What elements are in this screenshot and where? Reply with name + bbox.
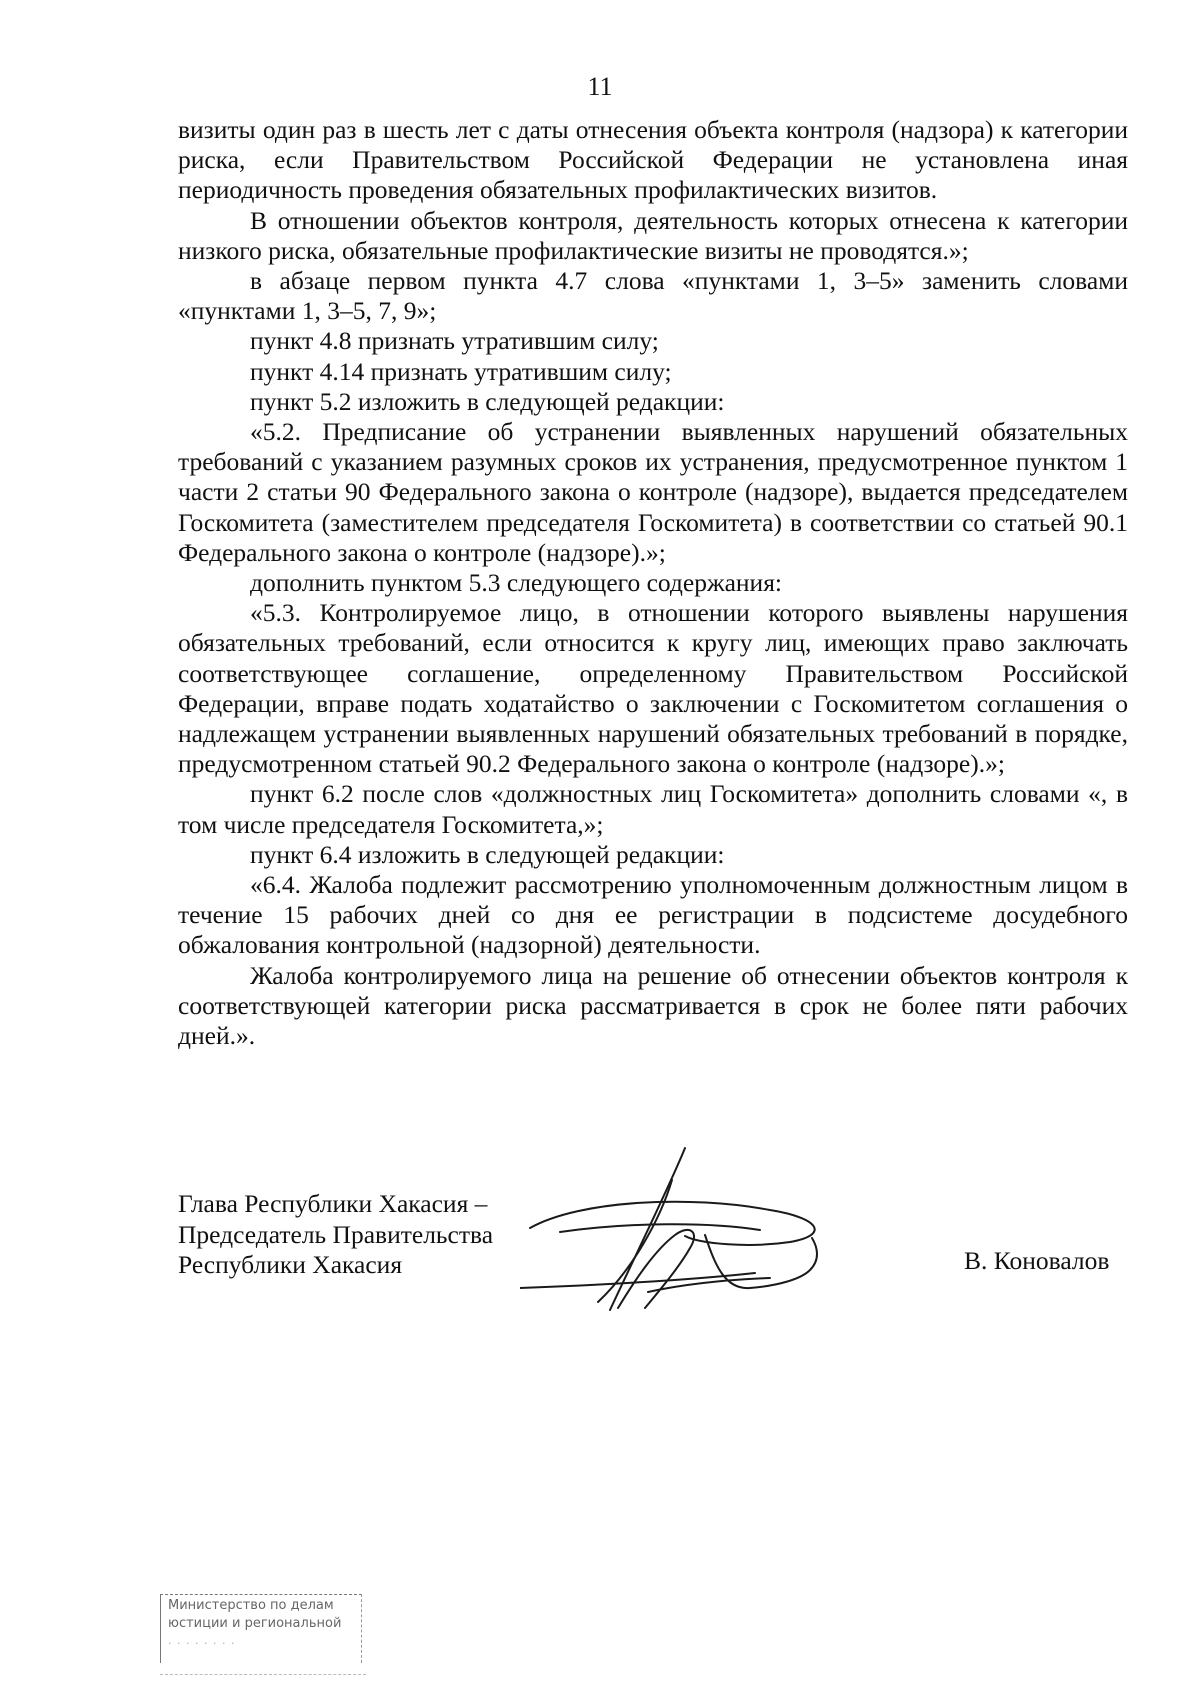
handwritten-signature [520, 1140, 910, 1320]
paragraph: дополнить пунктом 5.3 следующего содержания: [250, 568, 783, 598]
stamp-faded-text: · · · · · · · · [168, 1637, 236, 1650]
registration-stamp [158, 1592, 366, 1682]
paragraph: пункт 6.4 изложить в следующей редакции: [250, 839, 725, 869]
stamp-divider [160, 1674, 366, 1675]
paragraph: пункт 4.14 признать утратившим силу; [250, 356, 672, 386]
signatory-title [178, 1189, 493, 1281]
paragraph: «5.3. Контролируемое лицо, в отношении которого выявлены нарушения обязательных требований, если относится к кругу лиц, имеющих право заключать соответствующее соглашение, определенному Правительством Российской Федерации, вправе подать ходатайство о заключении с Госкомитетом соглашения о надлежащем устранении выявленных нарушений обязательных требований в порядке, предусмотренном статьей 90.2 Федерального закона о контроле (надзоре).»; [178, 598, 1128, 779]
stamp-text-line: юстиции и региональной [168, 1616, 342, 1631]
paragraph: «5.2. Предписание об устранении выявленных нарушений обязательных требований с указанием разумных сроков их устранения, предусмотренное пунктом 1 части 2 статьи 90 Федерального закона о контроле (надзоре), выдается председателем Госкомитета (заместителем председателя Госкомитета) в соответствии со статьей 90.1 Федерального закона о контроле (надзоре).»; [178, 417, 1128, 567]
paragraph: в абзаце первом пункта 4.7 слова «пунктами 1, 3–5» заменить словами «пунктами 1, 3–5, 7, 9»; [178, 266, 1128, 326]
signatory-name: В. Коновалов [964, 1246, 1110, 1275]
signatory-title-line: Председатель Правительства [178, 1219, 494, 1249]
paragraph: пункт 4.8 признать утратившим силу; [250, 326, 659, 356]
page-number: 11 [587, 72, 613, 101]
signatory-title-line: Республики Хакасия [178, 1250, 403, 1279]
stamp-text-line: Министерство по делам [168, 1598, 334, 1613]
paragraph: Жалоба контролируемого лица на решение об отнесении объектов контроля к соответствующей категории риска рассматривается в срок не более пяти рабочих дней.». [178, 960, 1128, 1051]
document-body [178, 115, 1128, 1051]
paragraph: «6.4. Жалоба подлежит рассмотрению уполномоченным должностным лицом в течение 15 рабочих дней со дня ее регистрации в подсистеме досудебного обжалования контрольной (надзорной) деятельности. [178, 870, 1128, 960]
paragraph: пункт 6.2 после слов «должностных лиц Госкомитета» дополнить словами «, в том числе председателя Госкомитета,»; [178, 779, 1128, 839]
paragraph: визиты один раз в шесть лет с даты отнесения объекта контроля (надзора) к категории риска, если Правительством Российской Федерации не установлена иная периодичность проведения обязательных профилактических визитов. [178, 115, 1128, 205]
signatory-title-line: Глава Республики Хакасия – [178, 1189, 488, 1218]
paragraph: В отношении объектов контроля, деятельность которых отнесена к категории низкого риска, обязательные профилактические визиты не проводятся.»; [178, 205, 1128, 265]
paragraph: пункт 5.2 изложить в следующей редакции: [250, 386, 725, 416]
